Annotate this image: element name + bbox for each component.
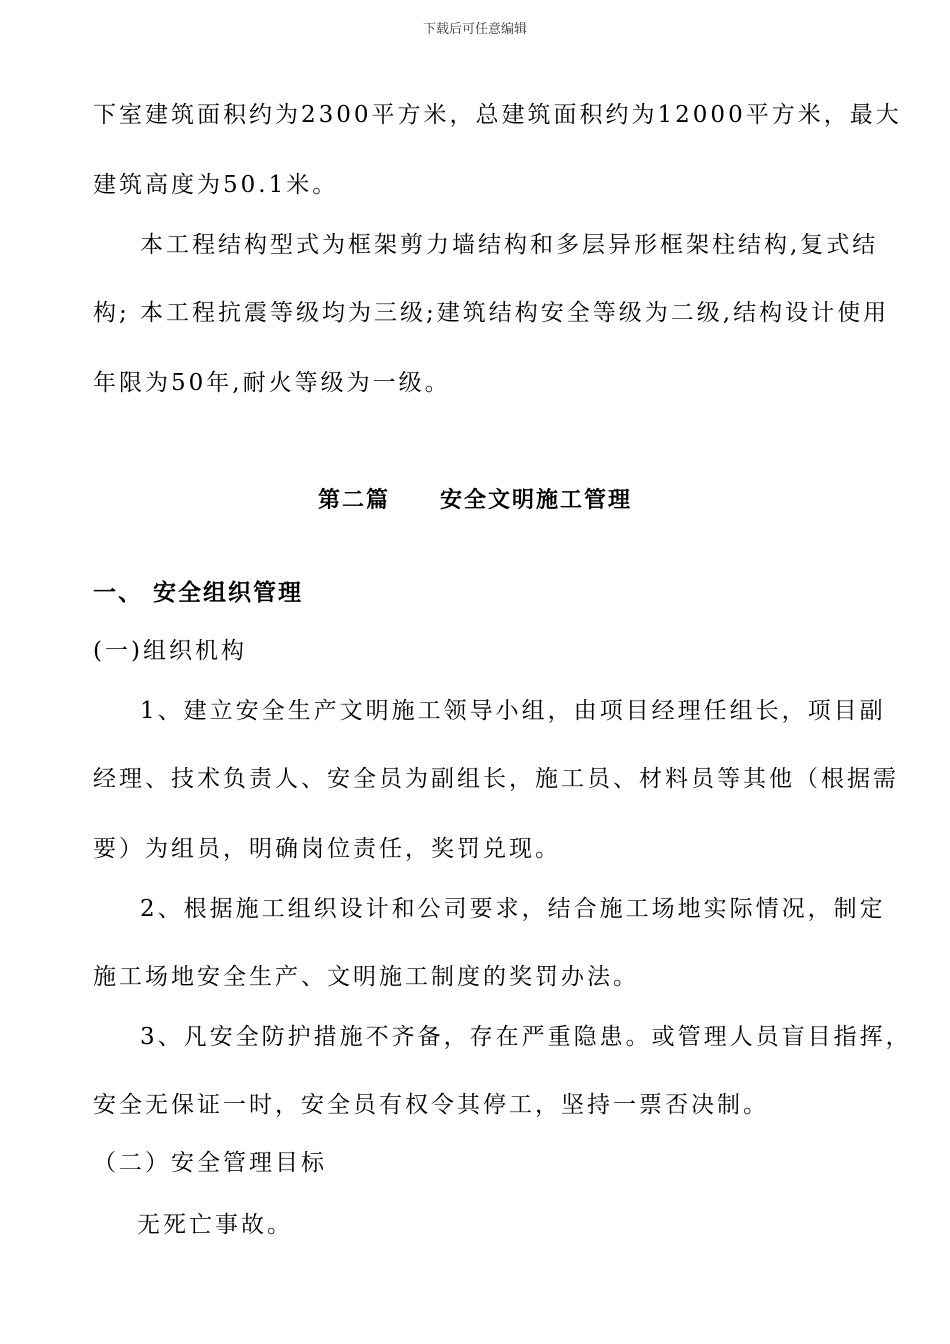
list-item-line: 要）为组员，明确岗位责任，奖罚兑现。 [93,836,561,862]
list-item-line: 1、建立安全生产文明施工领导小组，由项目经理任组长，项目副 [140,698,886,724]
paragraph-line: 下室建筑面积约为2300平方米，总建筑面积约为12000平方米，最大 [93,102,902,128]
subsection-heading: (一)组织机构 [93,638,247,664]
page-header-note: 下载后可任意编辑 [422,22,527,37]
list-item-line: 2、根据施工组织设计和公司要求，结合施工场地实际情况，制定 [140,896,886,922]
list-item-line: 安全无保证一时，安全员有权令其停工，坚持一票否决制。 [93,1092,769,1118]
part-number: 第二篇 [317,488,390,513]
paragraph-line: 构; 本工程抗震等级均为三级;建筑结构安全等级为二级,结构设计使用 [93,300,890,326]
list-item-line: 施工场地安全生产、文明施工制度的奖罚办法。 [93,964,639,990]
paragraph-line: 年限为50年,耐火等级为一级。 [93,370,451,396]
paragraph-line: 本工程结构型式为框架剪力墙结构和多层异形框架柱结构,复式结 [140,232,879,258]
part-title [0,486,950,516]
part-name: 安全文明施工管理 [440,488,633,513]
section-heading: 一、 安全组织管理 [93,580,304,606]
list-item-line: 经理、技术负责人、安全员为副组长，施工员、材料员等其他（根据需 [93,766,899,792]
paragraph-line: 建筑高度为50.1米。 [93,172,339,198]
target-text: 无死亡事故。 [137,1212,293,1238]
subsection-heading: （二）安全管理目标 [93,1150,327,1176]
list-item-line: 3、凡安全防护措施不齐备，存在严重隐患。或管理人员盲目指挥， [140,1024,912,1050]
